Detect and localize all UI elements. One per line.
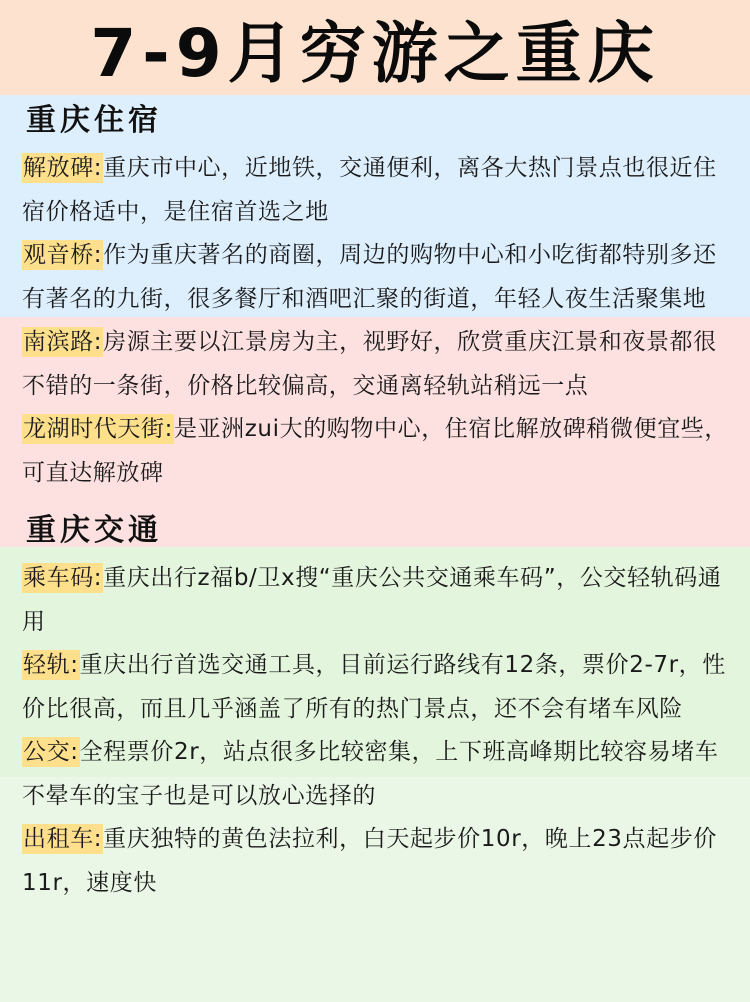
list-item <box>22 408 732 495</box>
entry-text: 房源主要以江景房为主，视野好，欣赏重庆江景和夜景都很不错的一条街，价格比较偏高，交通离轻轨站稍远一点 <box>22 329 717 399</box>
list-item <box>22 557 732 644</box>
entry-text: 重庆出行z福b/卫x搜“重庆公共交通乘车码”，公交轻轨码通用 <box>22 565 722 635</box>
section-heading-lodging: 重庆住宿 <box>26 103 162 138</box>
entry-text: 重庆市中心，近地铁，交通便利，离各大热门景点也很近住宿价格适中，是住宿首选之地 <box>22 155 717 225</box>
entry-text: 全程票价2r，站点很多比较密集，上下班高峰期比较容易堵车不晕车的宝子也是可以放心选择的 <box>22 739 719 809</box>
entry-text: 作为重庆著名的商圈，周边的购物中心和小吃街都特别多还有著名的九街，很多餐厅和酒吧汇聚的街道，年轻人夜生活聚集地 <box>22 242 717 312</box>
entry-text: 重庆独特的黄色法拉利，白天起步价10r，晚上23点起步价11r，速度快 <box>22 826 717 896</box>
entry-label: 轻轨: <box>23 652 79 678</box>
content <box>0 95 750 905</box>
list-item <box>22 321 732 408</box>
page-title: 7-9月穷游之重庆 <box>90 15 660 92</box>
list-item <box>22 731 732 818</box>
entry-label: 龙湖时代天街: <box>23 416 173 442</box>
entry-label: 解放碑: <box>23 155 103 181</box>
entry-text: 重庆出行首选交通工具，目前运行路线有12条，票价2-7r，性价比很高，而且几乎涵盖了所有的热门景点，还不会有堵车风险 <box>22 652 726 722</box>
section-heading-transport: 重庆交通 <box>26 513 162 548</box>
list-item <box>22 818 732 905</box>
list-item <box>22 234 732 321</box>
entry-text: 是亚洲zui大的购物中心，住宿比解放碑稍微便宜些，可直达解放碑 <box>22 416 728 486</box>
list-item <box>22 147 732 234</box>
entry-label: 乘车码: <box>23 565 103 591</box>
entry-label: 南滨路: <box>23 329 103 355</box>
entry-label: 公交: <box>23 739 79 765</box>
list-item <box>22 644 732 731</box>
entry-label: 出租车: <box>23 826 103 852</box>
entry-label: 观音桥: <box>23 242 103 268</box>
